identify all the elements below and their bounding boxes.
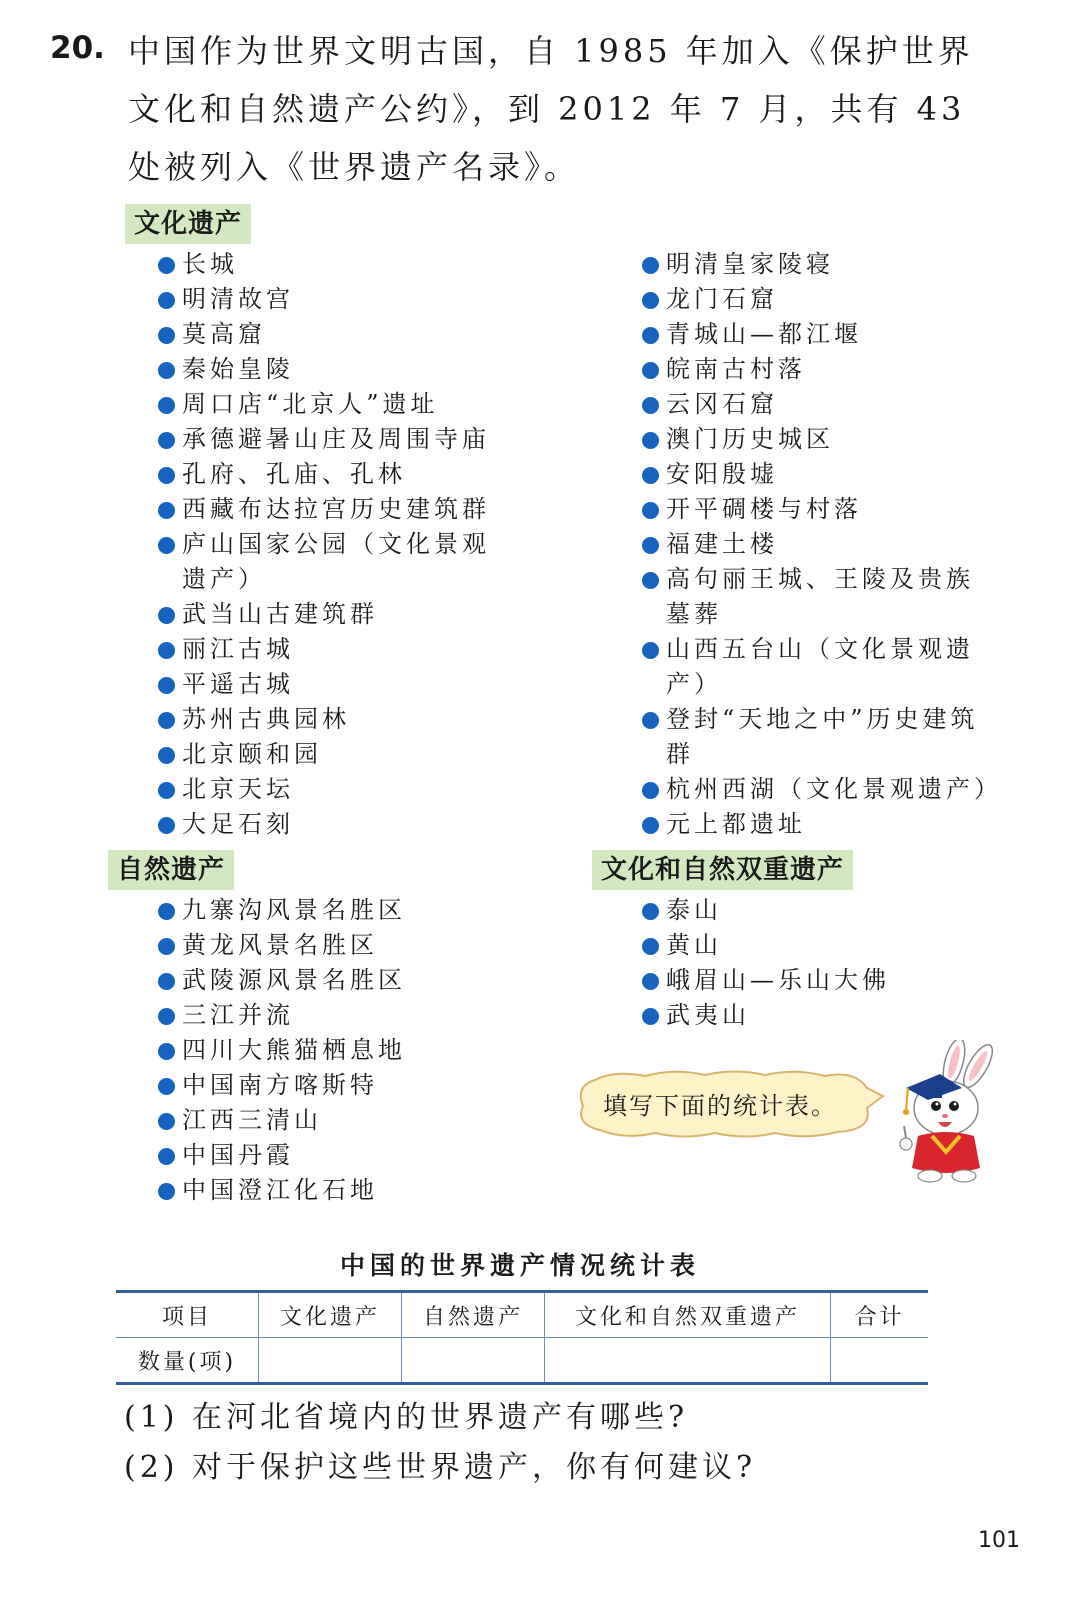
cultural-list-right: [642, 247, 1002, 842]
mixed-list: [642, 893, 992, 1033]
bullet-dot-icon: [642, 292, 659, 309]
heritage-list-item: [642, 247, 992, 282]
bullet-dot-icon: [642, 432, 659, 449]
heritage-item-label: 黄山: [666, 931, 722, 959]
bullet-dot-icon: [642, 938, 659, 955]
heritage-list-item: [642, 562, 992, 632]
heritage-item-label: 江西三清山: [182, 1106, 322, 1134]
table-header-cell: 文化遗产: [259, 1292, 402, 1338]
heritage-item-label: 澳门历史城区: [666, 425, 834, 453]
heritage-list-item: [158, 893, 508, 928]
heritage-list-item: [158, 492, 508, 527]
intro-paragraph: 中国作为世界文明古国，自 1985 年加入《保护世界文化和自然遗产公约》，到 2012 年 7 月，共有 43 处被列入《世界遗产名录》。: [128, 32, 974, 186]
bullet-dot-icon: [158, 677, 175, 694]
bullet-dot-icon: [158, 362, 175, 379]
bullet-dot-icon: [642, 1008, 659, 1025]
heritage-list-item: [158, 807, 508, 842]
heritage-item-label: 周口店“北京人”遗址: [182, 390, 439, 418]
heritage-list-item: [158, 963, 508, 998]
heritage-list-item: [158, 1138, 508, 1173]
bullet-dot-icon: [158, 973, 175, 990]
heritage-list-item: [642, 527, 992, 562]
table-header-cell: 自然遗产: [402, 1292, 545, 1338]
bullet-dot-icon: [158, 1183, 175, 1200]
table-row-label: 数量(项): [116, 1338, 259, 1384]
heritage-list-item: [642, 387, 992, 422]
heritage-list-item: [158, 597, 508, 632]
heritage-list-item: [158, 667, 508, 702]
table-header-cell: 文化和自然双重遗产: [545, 1292, 831, 1338]
heritage-item-label: 登封“天地之中”历史建筑群: [666, 705, 979, 768]
bullet-dot-icon: [158, 257, 175, 274]
bullet-dot-icon: [158, 467, 175, 484]
heritage-list-item: [158, 737, 508, 772]
heritage-item-label: 青城山—都江堰: [666, 320, 862, 348]
heritage-list-item: [158, 1068, 508, 1103]
bullet-dot-icon: [642, 397, 659, 414]
table-row: [116, 1338, 928, 1384]
bullet-dot-icon: [158, 1008, 175, 1025]
bullet-dot-icon: [642, 502, 659, 519]
bullet-dot-icon: [158, 782, 175, 799]
bullet-dot-icon: [158, 642, 175, 659]
heritage-item-label: 武夷山: [666, 1001, 750, 1029]
bullet-dot-icon: [642, 467, 659, 484]
bullet-dot-icon: [158, 903, 175, 920]
bullet-dot-icon: [158, 747, 175, 764]
heritage-list-item: [158, 457, 508, 492]
natural-heritage-heading: 自然遗产: [108, 850, 234, 890]
heritage-list-item: [158, 632, 508, 667]
bullet-dot-icon: [642, 572, 659, 589]
table-cell-cultural-count[interactable]: [259, 1338, 402, 1384]
bullet-dot-icon: [158, 607, 175, 624]
heritage-item-label: 开平碉楼与村落: [666, 495, 862, 523]
heritage-item-label: 黄龙风景名胜区: [182, 931, 378, 959]
heritage-item-label: 大足石刻: [182, 810, 294, 838]
heritage-list-item: [158, 1173, 508, 1208]
heritage-item-label: 中国澄江化石地: [182, 1176, 378, 1204]
heritage-list-item: [158, 422, 508, 457]
bullet-dot-icon: [158, 712, 175, 729]
table-cell-mixed-count[interactable]: [545, 1338, 831, 1384]
heritage-item-label: 北京颐和园: [182, 740, 322, 768]
heritage-list-item: [642, 928, 992, 963]
heritage-list-item: [642, 632, 992, 702]
rabbit-mascot-icon: [896, 1040, 996, 1185]
bullet-dot-icon: [158, 938, 175, 955]
bullet-dot-icon: [642, 327, 659, 344]
heritage-item-label: 丽江古城: [182, 635, 294, 663]
bullet-dot-icon: [642, 817, 659, 834]
heritage-list-item: [642, 893, 992, 928]
question-2: (2) 对于保护这些世界遗产，你有何建议?: [124, 1450, 757, 1485]
heritage-item-label: 三江并流: [182, 1001, 294, 1029]
heritage-item-label: 北京天坛: [182, 775, 294, 803]
bullet-dot-icon: [158, 1148, 175, 1165]
heritage-item-label: 承德避暑山庄及周围寺庙: [182, 425, 490, 453]
heritage-list-item: [642, 998, 992, 1033]
heritage-list-item: [642, 457, 992, 492]
heritage-item-label: 泰山: [666, 896, 722, 924]
bullet-dot-icon: [642, 362, 659, 379]
bullet-dot-icon: [158, 292, 175, 309]
bullet-dot-icon: [158, 502, 175, 519]
bullet-dot-icon: [642, 537, 659, 554]
bullet-dot-icon: [158, 397, 175, 414]
natural-list: [158, 893, 508, 1208]
heritage-item-label: 安阳殷墟: [666, 460, 778, 488]
bullet-dot-icon: [158, 327, 175, 344]
heritage-item-label: 福建土楼: [666, 530, 778, 558]
table-header-cell: 项目: [116, 1292, 259, 1338]
bullet-dot-icon: [642, 782, 659, 799]
bullet-dot-icon: [158, 817, 175, 834]
heritage-list-item: [158, 352, 508, 387]
heritage-item-label: 山西五台山（文化景观遗产）: [666, 635, 974, 698]
heritage-list-item: [158, 282, 508, 317]
heritage-list-item: [642, 772, 1002, 807]
heritage-list-item: [158, 1033, 508, 1068]
heritage-item-label: 元上都遗址: [666, 810, 806, 838]
bullet-dot-icon: [642, 642, 659, 659]
bullet-dot-icon: [158, 1078, 175, 1095]
heritage-list-item: [158, 772, 508, 807]
heritage-list-item: [158, 702, 508, 737]
table-header-row: [116, 1292, 928, 1338]
heritage-item-label: 秦始皇陵: [182, 355, 294, 383]
statistics-table: [116, 1290, 928, 1385]
heritage-list-item: [158, 1103, 508, 1138]
heritage-item-label: 平遥古城: [182, 670, 294, 698]
heritage-list-item: [158, 387, 508, 422]
bullet-dot-icon: [642, 257, 659, 274]
heritage-item-label: 中国南方喀斯特: [182, 1071, 378, 1099]
heritage-list-item: [158, 247, 508, 282]
heritage-list-item: [642, 963, 992, 998]
heritage-list-item: [158, 998, 508, 1033]
bullet-dot-icon: [158, 1043, 175, 1060]
heritage-list-item: [642, 282, 992, 317]
bullet-dot-icon: [642, 712, 659, 729]
heritage-item-label: 明清故宫: [182, 285, 294, 313]
bullet-dot-icon: [642, 903, 659, 920]
heritage-item-label: 九寨沟风景名胜区: [182, 896, 406, 924]
bullet-dot-icon: [158, 537, 175, 554]
question-1: (1) 在河北省境内的世界遗产有哪些?: [124, 1400, 689, 1435]
heritage-item-label: 苏州古典园林: [182, 705, 350, 733]
heritage-list-item: [158, 527, 508, 597]
table-cell-natural-count[interactable]: [402, 1338, 545, 1384]
heritage-item-label: 龙门石窟: [666, 285, 778, 313]
table-header-cell: 合计: [831, 1292, 929, 1338]
heritage-item-label: 高句丽王城、王陵及贵族墓葬: [666, 565, 974, 628]
heritage-list-item: [158, 928, 508, 963]
heritage-item-label: 杭州西湖（文化景观遗产）: [666, 775, 1002, 803]
bullet-dot-icon: [158, 432, 175, 449]
heritage-item-label: 武当山古建筑群: [182, 600, 378, 628]
heritage-item-label: 皖南古村落: [666, 355, 806, 383]
heritage-list-item: [642, 352, 992, 387]
bullet-dot-icon: [158, 1113, 175, 1130]
speech-bubble: [575, 1068, 885, 1140]
heritage-item-label: 孔府、孔庙、孔林: [182, 460, 406, 488]
table-cell-total-count[interactable]: [831, 1338, 929, 1384]
heritage-item-label: 庐山国家公园（文化景观遗产）: [182, 530, 490, 593]
heritage-item-label: 长城: [182, 250, 238, 278]
heritage-item-label: 云冈石窟: [666, 390, 778, 418]
heritage-list-item: [642, 492, 992, 527]
problem-number: 20.: [50, 30, 105, 66]
heritage-item-label: 中国丹霞: [182, 1141, 294, 1169]
heritage-item-label: 西藏布达拉宫历史建筑群: [182, 495, 490, 523]
bullet-dot-icon: [642, 973, 659, 990]
table-title: 中国的世界遗产情况统计表: [339, 1251, 700, 1280]
heritage-list-item: [642, 702, 992, 772]
heritage-item-label: 四川大熊猫栖息地: [182, 1036, 406, 1064]
heritage-list-item: [158, 317, 508, 352]
page-number: 101: [978, 1528, 1020, 1553]
mixed-heritage-heading: 文化和自然双重遗产: [592, 850, 853, 890]
heritage-item-label: 武陵源风景名胜区: [182, 966, 406, 994]
heritage-item-label: 莫高窟: [182, 320, 266, 348]
speech-bubble-text: 填写下面的统计表。: [603, 1092, 837, 1120]
cultural-list-left: [158, 247, 508, 842]
heritage-item-label: 明清皇家陵寝: [666, 250, 834, 278]
heritage-item-label: 峨眉山—乐山大佛: [666, 966, 890, 994]
cultural-heritage-heading: 文化遗产: [125, 204, 251, 244]
heritage-list-item: [642, 317, 992, 352]
heritage-list-item: [642, 807, 992, 842]
heritage-list-item: [642, 422, 992, 457]
